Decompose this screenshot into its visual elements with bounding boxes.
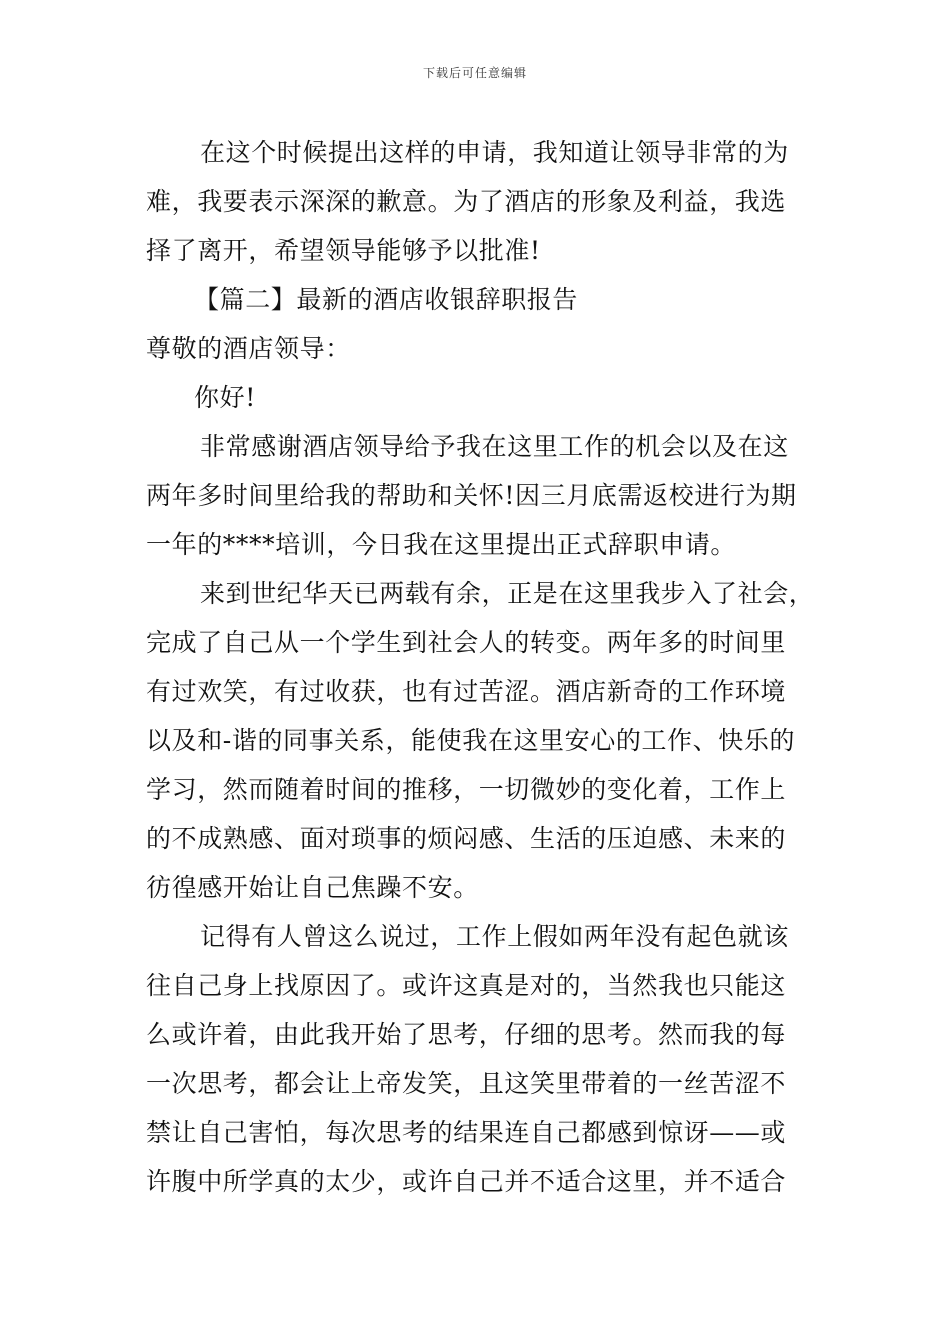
paragraph-line: 禁让自己害怕，每次思考的结果连自己都感到惊讶——或 [146, 1118, 787, 1147]
section-title: 【篇二】最新的酒店收银辞职报告 [194, 285, 579, 314]
paragraph-line: 难，我要表示深深的歉意。为了酒店的形象及利益，我选 [146, 187, 787, 216]
paragraph-line: 一年的****培训，今日我在这里提出正式辞职申请。 [146, 530, 737, 559]
paragraph-line: 来到世纪华天已两载有余，正是在这里我步入了社会， [200, 579, 815, 608]
salutation: 尊敬的酒店领导： [146, 334, 351, 363]
paragraph-line: 记得有人曾这么说过，工作上假如两年没有起色就该 [200, 922, 789, 951]
greeting: 你好! [194, 383, 256, 412]
paragraph-line: 许腹中所学真的太少，或许自己并不适合这里，并不适合 [146, 1167, 787, 1196]
download-note: 下载后可任意编辑 [422, 66, 527, 80]
paragraph-line: 彷徨感开始让自己焦躁不安。 [146, 873, 479, 902]
paragraph-line: 完成了自己从一个学生到社会人的转变。两年多的时间里 [146, 628, 787, 657]
paragraph-line: 学习，然而随着时间的推移，一切微妙的变化着，工作上 [146, 775, 787, 804]
paragraph-line: 有过欢笑，有过收获，也有过苦涩。酒店新奇的工作环境 [146, 677, 787, 706]
document-body [146, 128, 815, 1206]
paragraph-line: 择了离开，希望领导能够予以批准! [146, 236, 541, 265]
paragraph-line: 往自己身上找原因了。或许这真是对的，当然我也只能这 [146, 971, 787, 1000]
paragraph-line: 一次思考，都会让上帝发笑，且这笑里带着的一丝苦涩不 [146, 1069, 787, 1098]
paragraph-line: 么或许着，由此我开始了思考，仔细的思考。然而我的每 [146, 1020, 787, 1049]
paragraph-line: 以及和-谐的同事关系，能使我在这里安心的工作、快乐的 [146, 726, 796, 755]
paragraph-line: 两年多时间里给我的帮助和关怀!因三月底需返校进行为期 [146, 481, 797, 510]
paragraph-line: 的不成熟感、面对琐事的烦闷感、生活的压迫感、未来的 [146, 824, 787, 853]
paragraph-line: 非常感谢酒店领导给予我在这里工作的机会以及在这 [200, 432, 789, 461]
paragraph-line: 在这个时候提出这样的申请，我知道让领导非常的为 [200, 138, 789, 167]
